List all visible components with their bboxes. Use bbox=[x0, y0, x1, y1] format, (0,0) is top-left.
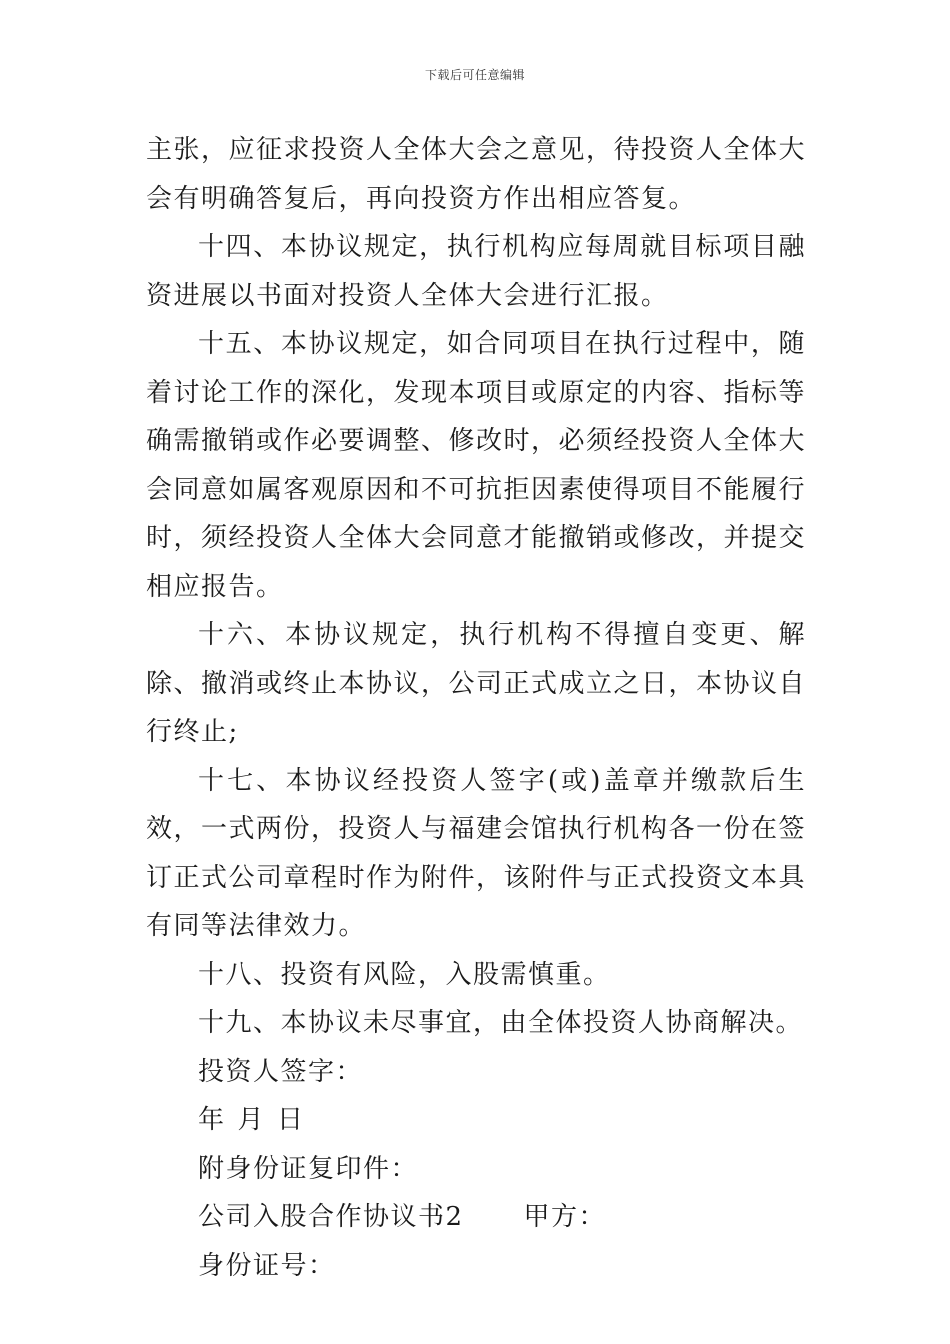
date-month: 月 bbox=[237, 1105, 266, 1135]
party-a-label: 甲方： bbox=[523, 1202, 607, 1232]
date-year: 年 bbox=[198, 1105, 226, 1135]
clause-14: 十四、本协议规定，执行机构应每周就目标项目融资进展以书面对投资人全体大会进行汇报。 bbox=[146, 232, 806, 311]
clause-15: 十五、本协议规定，如合同项目在执行过程中，随着讨论工作的深化，发现本项目或原定的内容、指标等确需撤销或作必要调整、修改时，必须经投资人全体大会同意如属客观原因和不可抗拒因素使得项目不能履行时，须经投资人全体大会同意才能撤销或修改，并提交相应报告。 bbox=[146, 329, 807, 602]
paragraph-continued: 主张，应征求投资人全体大会之意见，待投资人全体大会有明确答复后，再向投资方作出相应答复。 bbox=[146, 135, 807, 214]
signature-label: 投资人签字： bbox=[198, 1056, 364, 1087]
id-number-label: 身份证号： bbox=[198, 1250, 336, 1281]
id-copy-label: 附身份证复印件： bbox=[198, 1153, 419, 1184]
doc2-title-line bbox=[146, 1193, 806, 1242]
date-day: 日 bbox=[277, 1105, 305, 1135]
doc2-title: 公司入股合作协议书2 bbox=[198, 1202, 464, 1232]
date-line bbox=[146, 1096, 806, 1145]
clause-17: 十七、本协议经投资人签字(或)盖章并缴款后生效，一式两份，投资人与福建会馆执行机构各一份在签订正式公司章程时作为附件，该附件与正式投资文本具有同等法律效力。 bbox=[146, 765, 807, 941]
page-header-note: 下载后可任意编辑 bbox=[424, 68, 525, 82]
clause-16: 十六、本协议规定，执行机构不得擅自变更、解除、撤消或终止本协议，公司正式成立之日，本协议自行终止; bbox=[146, 620, 807, 747]
document-body bbox=[146, 126, 806, 1290]
clause-18: 十八、投资有风险，入股需慎重。 bbox=[198, 959, 611, 990]
clause-19: 十九、本协议未尽事宜，由全体投资人协商解决。 bbox=[198, 1008, 804, 1038]
